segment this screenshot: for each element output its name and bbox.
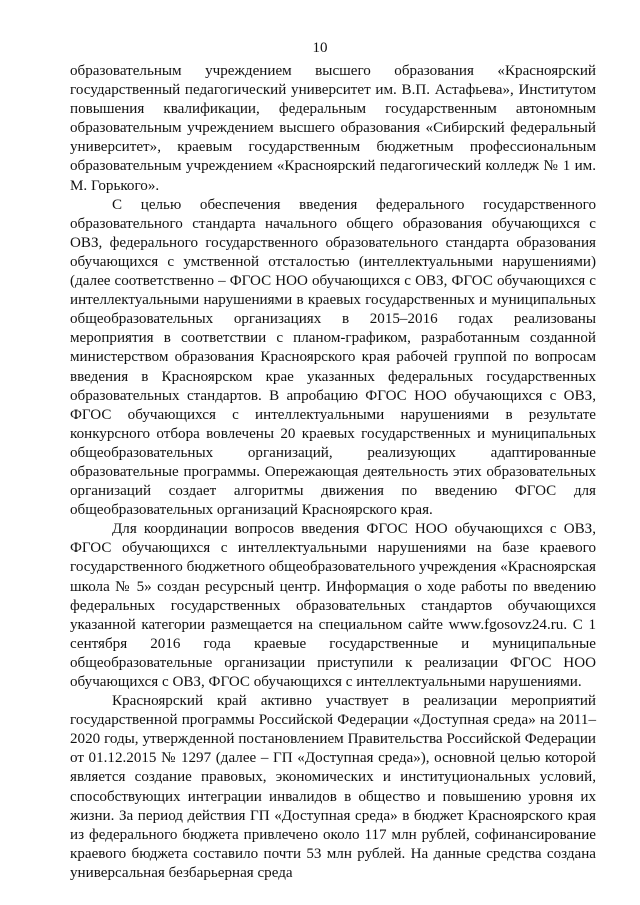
paragraph-resource-center: Для координации вопросов введения ФГОС НОО обучающихся с ОВЗ, ФГОС обучающихся с интеллектуальными нарушениями на базе краевого государственного бюджетного общеобразовательного учреждения «Красноярская школа № 5» создан ресурсный центр. Информация о ходе работы по введению федеральных государственных образовательных стандартов обучающихся указанной категории размещается на специальном сайте www.fgosovz24.ru. С 1 сентября 2016 года краевые государственные и муниципальные общеобразовательные организации приступили к реализации ФГОС НОО обучающихся с ОВЗ, ФГОС обучающихся с интеллектуальными нарушениями. [70, 521, 596, 690]
paragraph-continuation: образовательным учреждением высшего образования «Красноярский государственный педагогический университет им. В.П. Астафьева», Институтом повышения квалификации, федеральным государственным автономным образовательным учреждением высшего образования «Сибирский федеральный университет», краевым государственным бюджетным профессиональным образовательным учреждением «Красноярский педагогический колледж № 1 им. М. Горького». [70, 63, 596, 194]
document-body [70, 62, 596, 883]
page-number: 10 [312, 40, 328, 56]
paragraph-accessible-environment: Красноярский край активно участвует в реализации мероприятий государственной программы Российской Федерации «Доступная среда» на 2011–2020 годы, утвержденной постановлением Правительства Российской Федерации от 01.12.2015 № 1297 (далее – ГП «Доступная среда»), основной целью которой является создание правовых, экономических и институциональных условий, способствующих интеграции инвалидов в общество и повышению уровня их жизни. За период действия ГП «Доступная среда» в бюджет Красноярского края из федерального бюджета привлечено около 117 млн рублей, софинансирование краевого бюджета составило почти 53 млн рублей. На данные средства создана универсальная безбарьерная среда [70, 693, 596, 881]
paragraph-fgos-introduction: С целью обеспечения введения федерального государственного образовательного стандарта начального общего образования обучающихся с ОВЗ, федерального государственного образовательного стандарта образования обучающихся с умственной отсталостью (интеллектуальными нарушениями) (далее соответственно – ФГОС НОО обучающихся с ОВЗ, ФГОС обучающихся с интеллектуальными нарушениями в краевых государственных и муниципальных общеобразовательных организациях в 2015–2016 годах реализованы мероприятия в соответствии с планом-графиком, разработанным созданной министерством образования Красноярского края рабочей группой по вопросам введения в Красноярском крае указанных федеральных государственных образовательных стандартов. В апробацию ФГОС НОО обучающихся с ОВЗ, ФГОС обучающихся с интеллектуальными нарушениями в результате конкурсного отбора вовлечены 20 краевых государственных и муниципальных общеобразовательных организаций, реализующих адаптированные образовательные программы. Опережающая деятельность этих образовательных организаций создает алгоритмы движения по введению ФГОС для общеобразовательных организаций Красноярского края. [70, 196, 596, 519]
